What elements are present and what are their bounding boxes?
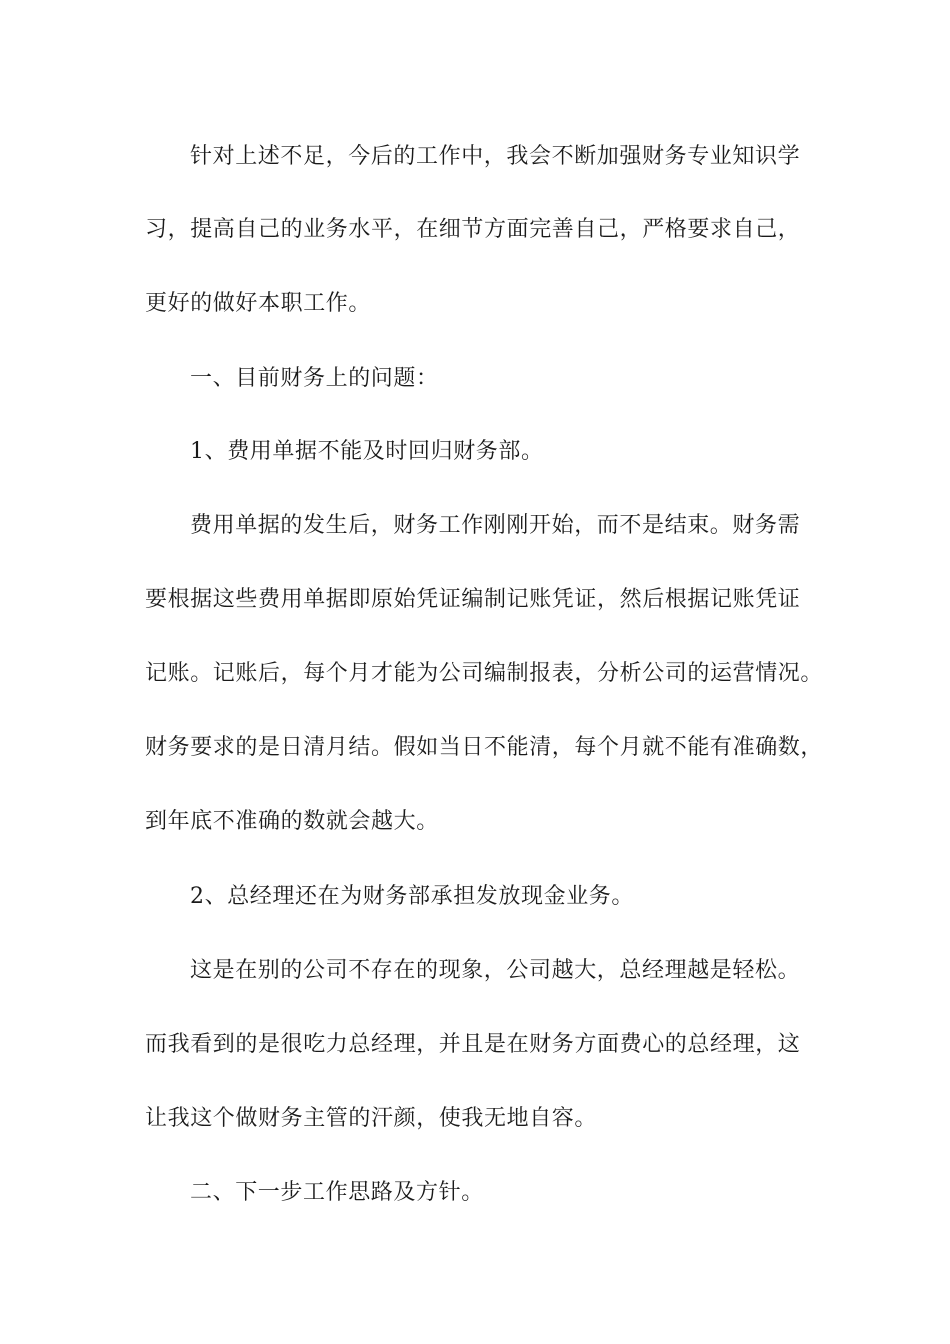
paragraph-line: 更好的做好本职工作。 <box>145 291 372 316</box>
subsection-heading: 2、总经理还在为财务部承担发放现金业务。 <box>190 884 634 909</box>
paragraph-line: 费用单据的发生后，财务工作刚刚开始，而不是结束。财务需 <box>190 513 801 538</box>
paragraph-line: 让我这个做财务主管的汗颜，使我无地自容。 <box>145 1106 598 1131</box>
subsection-heading: 1、费用单据不能及时回归财务部。 <box>190 439 544 464</box>
paragraph-line: 到年底不准确的数就会越大。 <box>145 809 439 834</box>
paragraph-line: 而我看到的是很吃力总经理，并且是在财务方面费心的总经理，这 <box>145 1032 801 1057</box>
section-heading: 一、目前财务上的问题： <box>190 366 439 391</box>
paragraph-line: 财务要求的是日清月结。假如当日不能清，每个月就不能有准确数， <box>145 735 824 760</box>
paragraph-line: 针对上述不足，今后的工作中，我会不断加强财务专业知识学 <box>190 144 801 169</box>
paragraph-line: 记账。记账后，每个月才能为公司编制报表，分析公司的运营情况。 <box>145 661 824 686</box>
paragraph-line: 习，提高自己的业务水平，在细节方面完善自己，严格要求自己， <box>145 217 801 242</box>
paragraph-line: 要根据这些费用单据即原始凭证编制记账凭证，然后根据记账凭证 <box>145 587 801 612</box>
paragraph-line: 这是在别的公司不存在的现象，公司越大，总经理越是轻松。 <box>190 958 801 983</box>
section-heading: 二、下一步工作思路及方针。 <box>190 1180 484 1205</box>
